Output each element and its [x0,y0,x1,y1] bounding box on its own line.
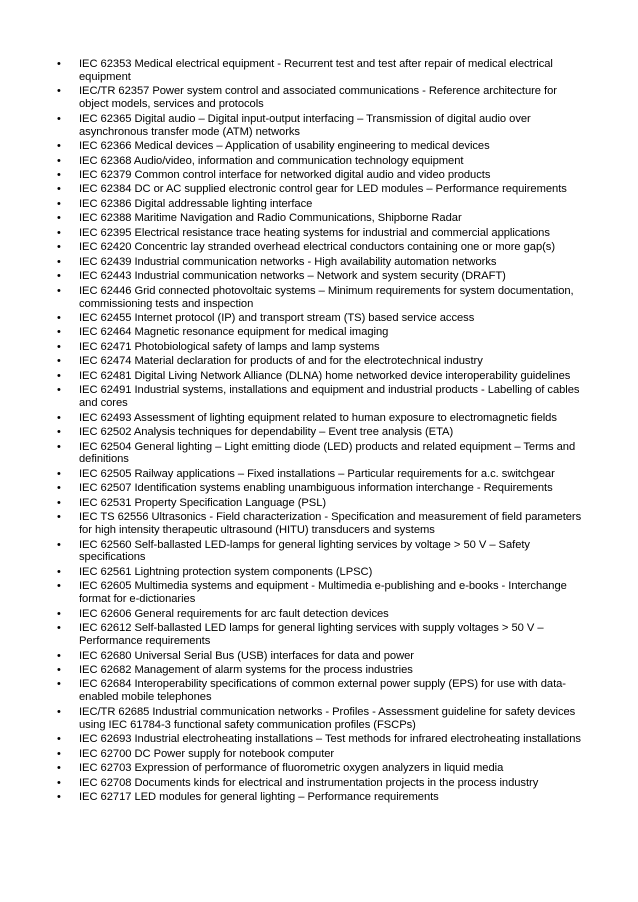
bullet-icon: • [57,733,61,746]
list-item [0,212,638,225]
list-item [0,777,638,790]
bullet-icon: • [57,776,61,789]
list-item-text: IEC 62379 Common control interface for networked digital audio and video products [79,168,491,181]
list-item-text: IEC/TR 62685 Industrial communication networks - Profiles - Assessment guideline for safety devices using IEC 61784-3 functional safety communication profiles (FSCPs) [79,705,576,731]
list-item-text: IEC 62612 Self-ballasted LED lamps for general lighting services with supply voltages > 50 V – Performance requirements [79,622,544,648]
list-item-text: IEC 62708 Documents kinds for electrical and instrumentation projects in the process industry [79,776,539,789]
list-item [0,198,638,211]
list-item-text: IEC 62700 DC Power supply for notebook computer [79,747,335,760]
bullet-icon: • [57,212,61,225]
bullet-icon: • [57,664,61,677]
list-item-text: IEC 62680 Universal Serial Bus (USB) interfaces for data and power [79,649,414,662]
bullet-icon: • [57,440,61,453]
list-item-text: IEC 62366 Medical devices – Application of usability engineering to medical devices [79,140,490,153]
list-item [0,468,638,481]
bullet-icon: • [57,140,61,153]
list-item [0,370,638,383]
bullet-icon: • [57,649,61,662]
bullet-icon: • [57,183,61,196]
bullet-icon: • [57,226,61,239]
list-item [0,270,638,283]
bullet-icon: • [57,85,61,98]
list-item-text: IEC 62493 Assessment of lighting equipment related to human exposure to electromagnetic fields [79,411,557,424]
list-item-text: IEC 62471 Photobiological safety of lamps and lamp systems [79,340,380,353]
list-item [0,326,638,339]
list-item-text: IEC 62605 Multimedia systems and equipment - Multimedia e-publishing and e-books - Interchange format for e-dictionaries [79,580,567,606]
list-item [0,622,638,648]
bullet-icon: • [57,197,61,210]
list-item [0,608,638,621]
list-item-text: IEC 62693 Industrial electroheating installations – Test methods for infrared electroheating installations [79,733,581,746]
list-item-text: IEC 62439 Industrial communication networks - High availability automation networks [79,255,497,268]
bullet-icon: • [57,705,61,718]
list-item-text: IEC 62384 DC or AC supplied electronic control gear for LED modules – Performance requirements [79,183,567,196]
list-item [0,140,638,153]
list-item-text: IEC 62717 LED modules for general lighting – Performance requirements [79,791,439,803]
list-item [0,241,638,254]
list-item-text: IEC 62443 Industrial communication networks – Network and system security (DRAFT) [79,270,506,283]
bullet-icon: • [57,678,61,691]
list-item-text: IEC 62505 Railway applications – Fixed installations – Particular requirements for a.c. switchgear [79,467,555,480]
list-item [0,113,638,139]
bullet-icon: • [57,384,61,397]
bullet-icon: • [57,168,61,181]
bullet-icon: • [57,355,61,368]
list-item [0,426,638,439]
list-item [0,341,638,354]
list-item-text: IEC 62531 Property Specification Language (PSL) [79,496,327,509]
bullet-icon: • [57,565,61,578]
bullet-icon: • [57,538,61,551]
list-item-text: IEC 62703 Expression of performance of fluorometric oxygen analyzers in liquid media [79,762,504,775]
list-item-text: IEC 62386 Digital addressable lighting interface [79,197,313,210]
bullet-icon: • [57,467,61,480]
list-item [0,497,638,510]
list-item-text: IEC 62606 General requirements for arc fault detection devices [79,607,389,620]
list-item-text: IEC 62368 Audio/video, information and communication technology equipment [79,154,464,167]
list-item-text: IEC/TR 62357 Power system control and associated communications - Reference architecture for object models, services and protocols [79,85,557,111]
list-item-text: IEC 62388 Maritime Navigation and Radio Communications, Shipborne Radar [79,212,462,225]
list-item-text: IEC 62365 Digital audio – Digital input-output interfacing – Transmission of digital audio over asynchronous transfer mode (ATM) networks [79,112,531,138]
list-item-text: IEC 62446 Grid connected photovoltaic systems – Minimum requirements for system documentation, commissioning tests and inspection [79,284,574,310]
list-item [0,566,638,579]
list-item-text: IEC 62684 Interoperability specifications of common external power supply (EPS) for use with data-enabled mobile telephones [79,678,566,704]
bullet-icon: • [57,270,61,283]
list-item-text: IEC 62560 Self-ballasted LED-lamps for general lighting services by voltage > 50 V – Safety specifications [79,538,530,564]
bullet-icon: • [57,511,61,524]
bullet-icon: • [57,580,61,593]
list-item-text: IEC 62464 Magnetic resonance equipment for medical imaging [79,326,389,339]
list-item [0,762,638,775]
bullet-icon: • [57,326,61,339]
list-item [0,85,638,111]
bullet-icon: • [57,112,61,125]
list-item-text: IEC 62502 Analysis techniques for dependability – Event tree analysis (ETA) [79,426,454,439]
list-item-text: IEC 62481 Digital Living Network Alliance (DLNA) home networked device interoperability guidelines [79,369,571,382]
list-item [0,155,638,168]
bullet-icon: • [57,762,61,775]
bullet-icon: • [57,241,61,254]
list-item-text: IEC 62682 Management of alarm systems for the process industries [79,664,413,677]
list-item-text: IEC 62455 Internet protocol (IP) and transport stream (TS) based service access [79,311,475,324]
list-item-text: IEC 62504 General lighting – Light emitting diode (LED) products and related equipment – Terms and definitions [79,440,576,466]
list-item-text: IEC 62420 Concentric lay stranded overhead electrical conductors containing one or more gap(s) [79,241,556,254]
list-item [0,650,638,663]
bullet-icon: • [57,58,61,70]
list-item [0,791,638,804]
list-item [0,285,638,311]
list-item [0,482,638,495]
standards-list [0,58,638,804]
bullet-icon: • [57,791,61,803]
bullet-icon: • [57,496,61,509]
bullet-icon: • [57,411,61,424]
list-item [0,183,638,196]
document-page [0,58,638,805]
list-item [0,664,638,677]
list-item [0,169,638,182]
bullet-icon: • [57,426,61,439]
list-item [0,580,638,606]
list-item [0,511,638,537]
bullet-icon: • [57,284,61,297]
bullet-icon: • [57,154,61,167]
list-item [0,384,638,410]
bullet-icon: • [57,340,61,353]
list-item [0,256,638,269]
list-item-text: IEC 62491 Industrial systems, installations and equipment and industrial products - Labelling of cables and cores [79,384,580,410]
list-item [0,412,638,425]
list-item [0,733,638,746]
list-item-text: IEC 62507 Identification systems enabling unambiguous information interchange - Requirements [79,482,553,495]
list-item [0,355,638,368]
bullet-icon: • [57,622,61,635]
list-item [0,58,638,84]
bullet-icon: • [57,255,61,268]
bullet-icon: • [57,311,61,324]
bullet-icon: • [57,482,61,495]
list-item [0,748,638,761]
list-item-text: IEC 62395 Electrical resistance trace heating systems for industrial and commercial applications [79,226,550,239]
list-item-text: IEC 62561 Lightning protection system components (LPSC) [79,565,373,578]
list-item [0,706,638,732]
list-item-text: IEC 62474 Material declaration for products of and for the electrotechnical industry [79,355,483,368]
list-item [0,441,638,467]
bullet-icon: • [57,607,61,620]
list-item [0,312,638,325]
list-item-text: IEC TS 62556 Ultrasonics - Field characterization - Specification and measurement of field parameters for high intensity therapeutic ultrasound (HITU) transducers and systems [79,511,582,537]
list-item [0,678,638,704]
list-item [0,539,638,565]
bullet-icon: • [57,369,61,382]
list-item [0,227,638,240]
list-item-text: IEC 62353 Medical electrical equipment - Recurrent test and test after repair of medical electrical equipment [79,58,553,83]
bullet-icon: • [57,747,61,760]
